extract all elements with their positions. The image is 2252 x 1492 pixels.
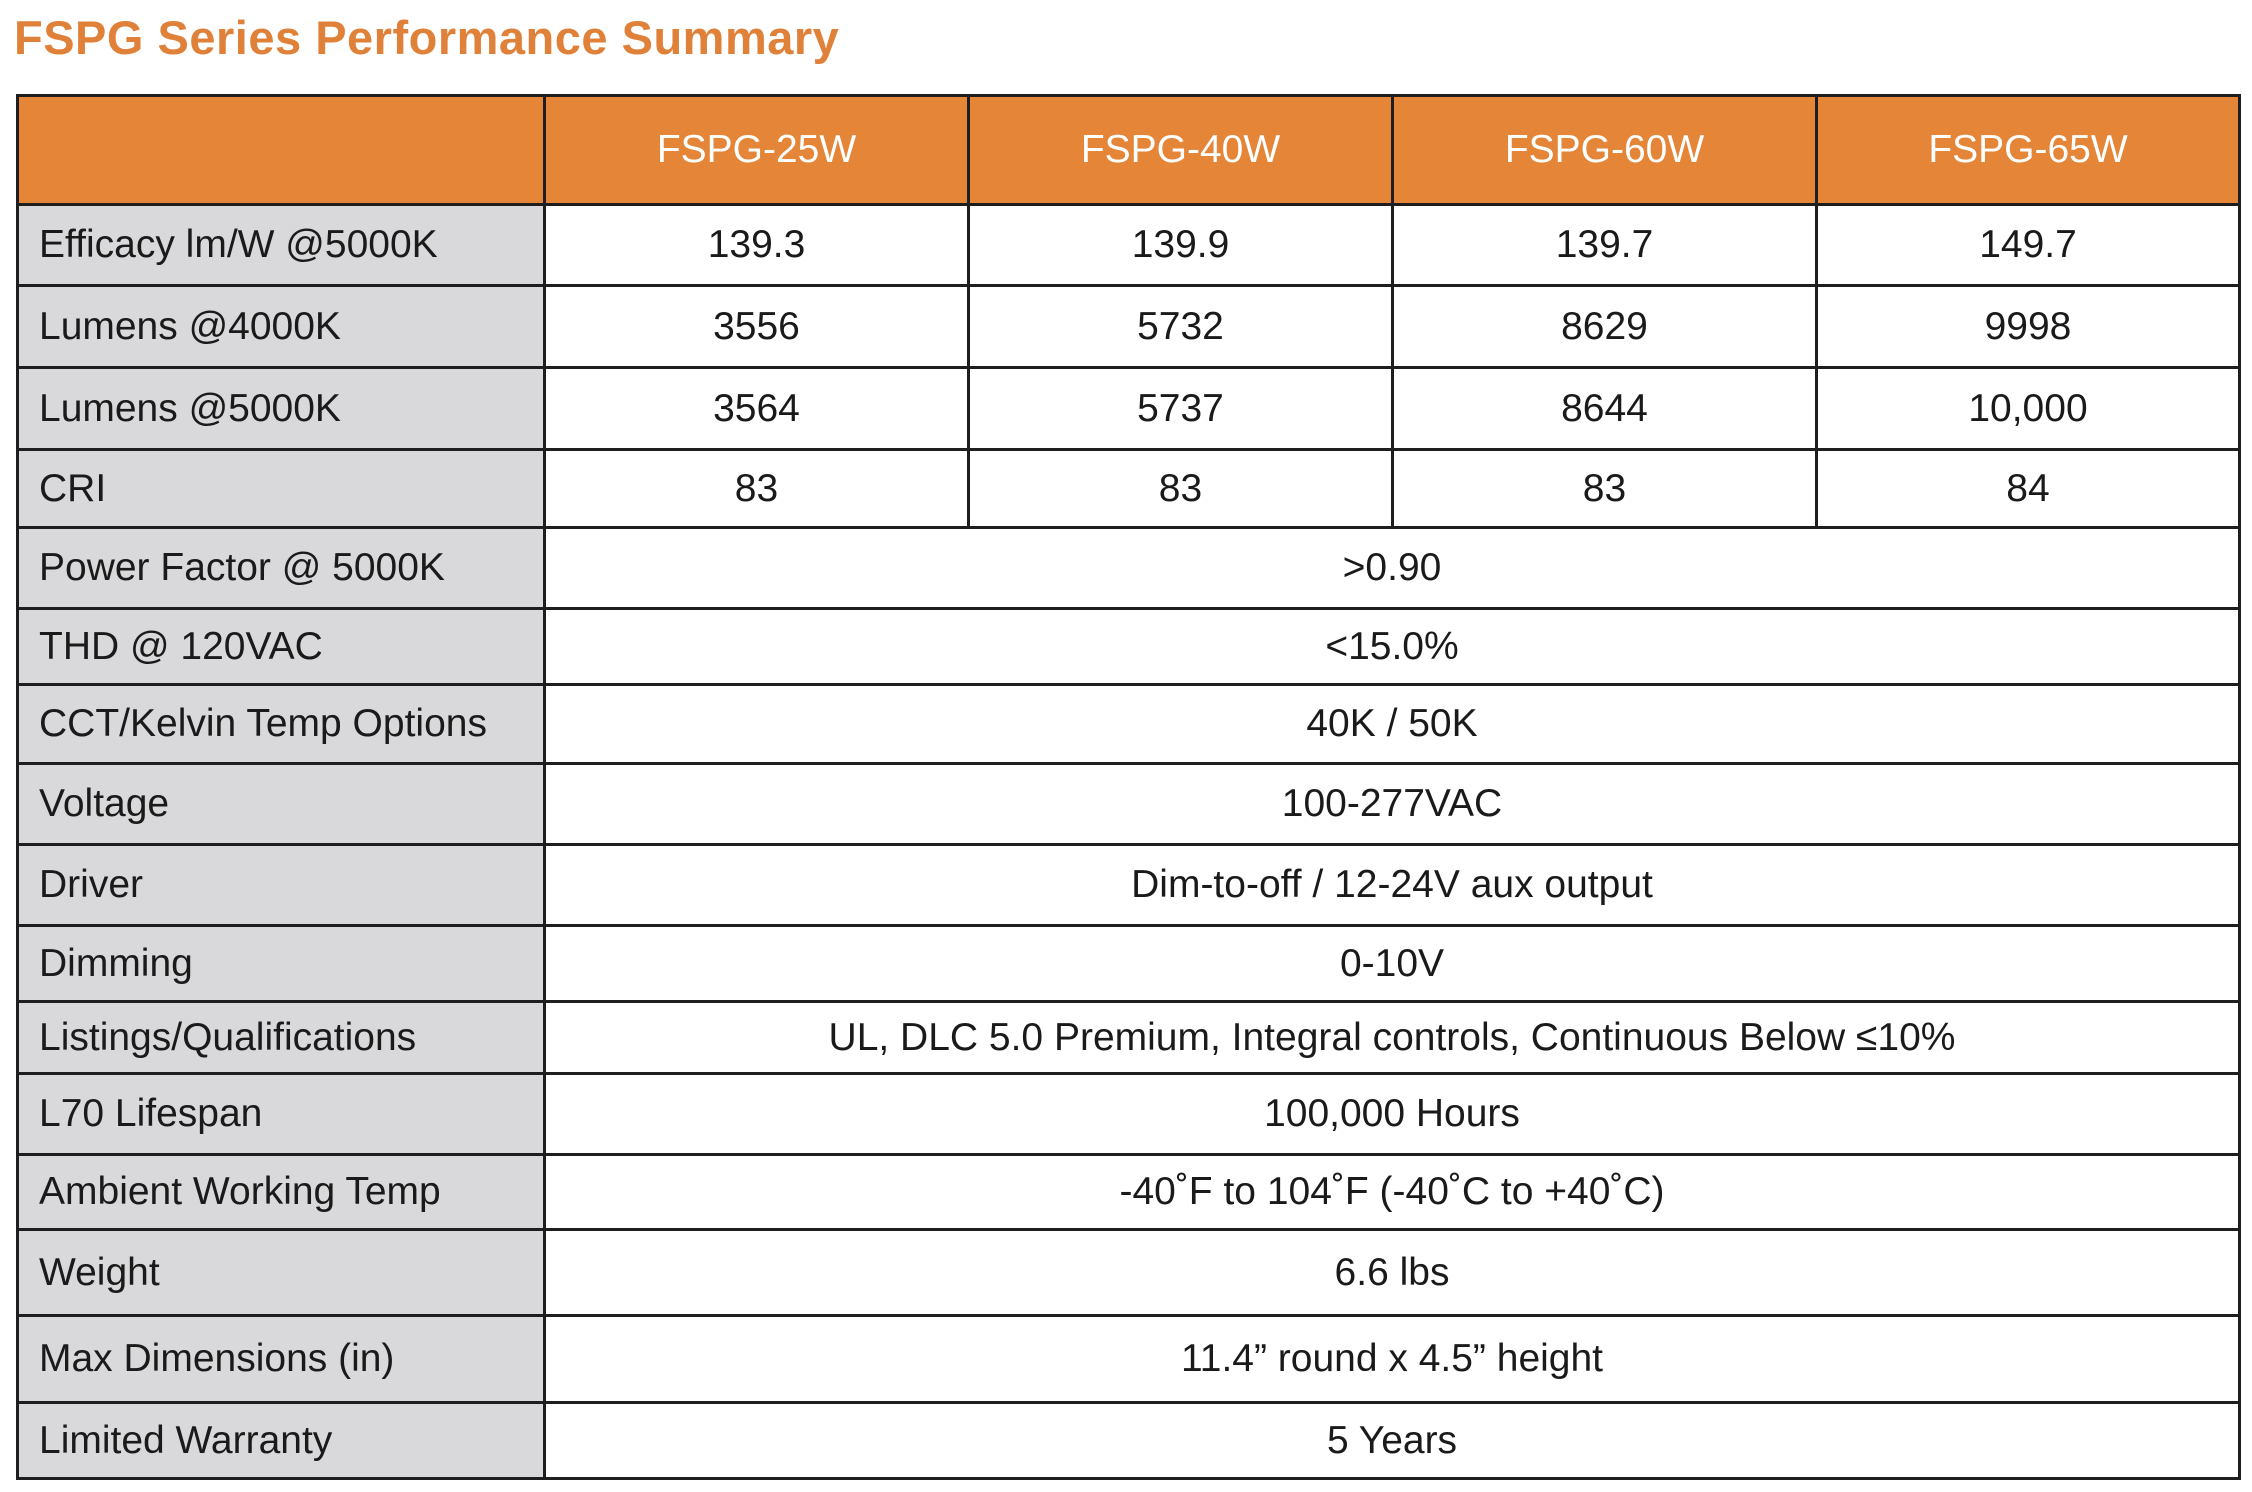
row-label: Lumens @4000K [18,286,545,368]
row-label: Limited Warranty [18,1403,545,1479]
table-row [18,1074,2240,1155]
row-label: THD @ 120VAC [18,609,545,685]
table-row [18,1316,2240,1403]
row-label: Weight [18,1230,545,1316]
table-header-row [18,96,2240,205]
table-row [18,368,2240,450]
table-cell: 83 [969,450,1393,528]
table-cell: 100-277VAC [545,764,2240,845]
table-row [18,1155,2240,1230]
table-cell: >0.90 [545,528,2240,609]
row-label: Power Factor @ 5000K [18,528,545,609]
row-label: Lumens @5000K [18,368,545,450]
row-label: Dimming [18,926,545,1002]
table-row [18,205,2240,286]
table-row [18,609,2240,685]
table-cell: 83 [545,450,969,528]
column-header-fspg-40w: FSPG-40W [969,96,1393,205]
table-row [18,286,2240,368]
row-label: Voltage [18,764,545,845]
table-cell: 5732 [969,286,1393,368]
table-cell: 139.7 [1393,205,1817,286]
column-header-fspg-60w: FSPG-60W [1393,96,1817,205]
table-cell: 3564 [545,368,969,450]
table-cell: 11.4” round x 4.5” height [545,1316,2240,1403]
table-cell: 8629 [1393,286,1817,368]
table-cell: 84 [1817,450,2240,528]
table-cell: -40˚F to 104˚F (-40˚C to +40˚C) [545,1155,2240,1230]
table-cell: 83 [1393,450,1817,528]
page-title: FSPG Series Performance Summary [14,11,840,64]
table-cell: 10,000 [1817,368,2240,450]
header-blank-cell [18,96,545,205]
table-row [18,685,2240,764]
row-label: Listings/Qualifications [18,1002,545,1074]
performance-summary-table [16,94,2241,1480]
table-cell: UL, DLC 5.0 Premium, Integral controls, Continuous Below ≤10% [545,1002,2240,1074]
table-cell: 3556 [545,286,969,368]
table-cell: 149.7 [1817,205,2240,286]
table-row [18,450,2240,528]
row-label: Max Dimensions (in) [18,1316,545,1403]
table-cell: 139.9 [969,205,1393,286]
table-cell: 100,000 Hours [545,1074,2240,1155]
table-cell: 5 Years [545,1403,2240,1479]
table-cell: 139.3 [545,205,969,286]
table-cell: 5737 [969,368,1393,450]
column-header-fspg-65w: FSPG-65W [1817,96,2240,205]
table-row [18,528,2240,609]
table-cell: Dim-to-off / 12-24V aux output [545,845,2240,926]
table-cell: 0-10V [545,926,2240,1002]
row-label: L70 Lifespan [18,1074,545,1155]
table-cell: <15.0% [545,609,2240,685]
table-cell: 8644 [1393,368,1817,450]
row-label: CRI [18,450,545,528]
table-row [18,845,2240,926]
row-label: Efficacy lm/W @5000K [18,205,545,286]
table-row [18,764,2240,845]
row-label: CCT/Kelvin Temp Options [18,685,545,764]
column-header-fspg-25w: FSPG-25W [545,96,969,205]
table-cell: 40K / 50K [545,685,2240,764]
table-cell: 9998 [1817,286,2240,368]
table-row [18,1230,2240,1316]
row-label: Driver [18,845,545,926]
row-label: Ambient Working Temp [18,1155,545,1230]
table-row [18,926,2240,1002]
table-row [18,1403,2240,1479]
table-cell: 6.6 lbs [545,1230,2240,1316]
table-row [18,1002,2240,1074]
